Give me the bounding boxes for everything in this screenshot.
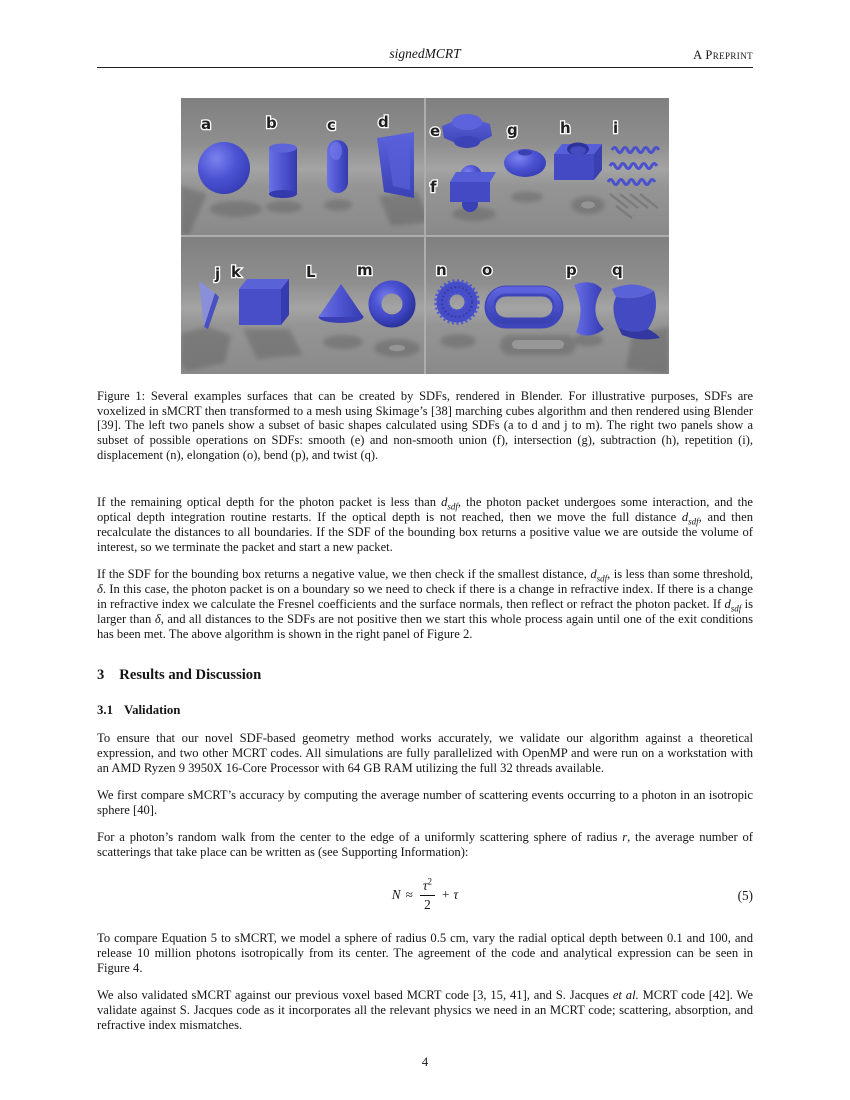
equation-number: (5) [737, 887, 753, 903]
math-sub: sdf [447, 501, 458, 512]
math-var: δ [154, 611, 161, 626]
math-sub: sdf [730, 603, 742, 614]
label-e: e [430, 122, 441, 140]
fraction-denominator: 2 [424, 897, 431, 913]
plus-symbol: + [442, 887, 450, 903]
label-i: i [613, 119, 619, 137]
label-f: f [430, 178, 437, 196]
cylinder-shape [269, 144, 297, 199]
label-q: q [612, 261, 623, 279]
text-run: , is less than some threshold, [607, 566, 754, 581]
math-var: r [622, 829, 628, 844]
paper-title: signedMCRT [389, 46, 461, 61]
math-var: d [724, 596, 731, 611]
sphere-shape [198, 142, 250, 194]
label-j: j [215, 265, 221, 283]
math-var: τ [453, 887, 459, 903]
paragraph-also-validated [97, 988, 753, 1033]
math-sup: 2 [427, 876, 433, 887]
text-run: We first compare sMCRT’s accuracy by computing the average number of scattering events occurring to a photon in an isotropic sphere [40]. [97, 787, 753, 817]
text-run: If the SDF for the bounding box returns a negative value, we then check if the smallest distance, [97, 566, 591, 581]
text-run: . In this case, the photon packet is on a boundary so we need to check if there is a change in refractive index. If there is a change in refractive index we calculate the Fresnel coefficients and the surface normals, then reflect or refract the photon packet. If [97, 581, 753, 611]
label-m: m [357, 261, 373, 279]
text-run: is larger than [97, 596, 753, 626]
math-var: d [441, 494, 448, 509]
running-head [97, 0, 753, 62]
label-h: h [560, 119, 571, 137]
label-l: L [306, 263, 316, 281]
section-number: 3 [97, 666, 105, 683]
section-heading-results [97, 667, 753, 684]
label-b: b [266, 114, 277, 132]
fraction-numerator [420, 878, 435, 896]
paragraph-validation-intro [97, 731, 753, 776]
text-run: MCRT code [42]. We validate against S. Jacques code as it incorporates all the relevant physics we need in an MCRT code; scattering, absorption, and refractive index mismatches. [97, 987, 753, 1032]
equation-body [392, 878, 458, 913]
label-n: n [436, 261, 447, 279]
subsection-title: Validation [124, 702, 181, 717]
text-run: , the average number of scatterings that take place can be written as (see Supporting Information): [97, 829, 753, 859]
paragraph-compare-eq5 [97, 931, 753, 976]
section-title: Results and Discussion [119, 666, 262, 683]
panel-operations-1 [426, 98, 669, 235]
approx-symbol: ≈ [405, 887, 413, 903]
preprint-tag: A Preprint [693, 48, 753, 62]
panel-operations-2 [426, 237, 669, 374]
page-number: 4 [421, 1054, 429, 1069]
intersection-shape [504, 149, 546, 177]
text-run: If the remaining optical depth for the photon packet is less than [97, 494, 442, 509]
figure-panels [181, 98, 669, 374]
text-run: , the photon packet undergoes some interaction, and the optical depth integration routine restarts. If the optical depth is not reached, then we move the full distance [97, 494, 753, 524]
math-sub: sdf [688, 516, 699, 527]
header-rule [97, 67, 753, 68]
label-k: k [231, 263, 241, 281]
label-c: c [327, 116, 336, 134]
subsection-heading-validation [97, 703, 753, 718]
italic-et-al: et al. [612, 987, 639, 1002]
label-p: p [566, 261, 577, 279]
text-run: To compare Equation 5 to sMCRT, we model a sphere of radius 0.5 cm, vary the radial optical depth between 0.1 and 100, and release 10 million photons isotropically from its center. The agreement of the code and analytical expression can be seen in Figure 4. [97, 930, 753, 975]
paragraph-bounding-box [97, 567, 753, 642]
panel-basic-shapes-1 [181, 98, 424, 235]
page-footer [97, 1055, 753, 1070]
label-o: o [482, 261, 493, 279]
label-g: g [507, 121, 518, 139]
panel-basic-shapes-2 [181, 237, 424, 374]
label-a: a [201, 115, 212, 133]
math-var: N [391, 887, 401, 903]
math-var: δ [97, 581, 103, 596]
capsule-shape [327, 140, 348, 193]
math-var: d [681, 509, 689, 524]
math-var: τ [422, 878, 428, 894]
math-sub: sdf [596, 573, 608, 584]
cube-shape [239, 279, 289, 325]
text-run: We also validated sMCRT against our previous voxel based MCRT code [3, 15, 41], and S. Jacques [97, 987, 613, 1002]
text-run: , and then recalculate the distances to all boundaries. If the SDF of the bounding box returns a positive value we are outside the volume of interest, so we terminate the packet and start a new packet. [97, 509, 753, 554]
math-var: d [590, 566, 597, 581]
text-run: To ensure that our novel SDF-based geometry method works accurately, we validate our algorithm against a theoretical expression, and two other MCRT codes. All simulations are fully parallelized with OpenMP and were run on a workstation with an AMD Ryzen 9 3950X 16-Core Processor with 64 GB RAM utilizing the full 32 threads available. [97, 730, 753, 775]
equation-5 [97, 876, 753, 916]
figure-1 [181, 98, 669, 374]
fraction [420, 878, 435, 913]
text-run: , and all distances to the SDFs are not positive then we start this whole process again until one of the exit conditions has been met. The above algorithm is shown in the right panel of Figure 2. [97, 611, 753, 641]
paragraph-first-compare [97, 788, 753, 818]
text-run: For a photon’s random walk from the center to the edge of a uniformly scattering sphere of radius [97, 829, 623, 844]
paragraph-random-walk [97, 830, 753, 860]
paragraph-optical-depth [97, 495, 753, 555]
label-d: d [378, 113, 389, 131]
figure-caption: Figure 1: Several examples surfaces that can be created by SDFs, rendered in Blender. For illustrative purposes, SDFs are voxelized in sMCRT then transformed to a mesh using Skimage’s [38] marching cubes algorithm and then rendered using Blender [39]. The left two panels show a subset of basic shapes calculated using SDFs (a to d and j to m). The right two panels show a subset of possible operations on SDFs: smooth (e) and non-smooth union (f), intersection (g), subtraction (h), repetition (i), displacement (n), elongation (o), bend (p), and twist (q). [97, 389, 753, 462]
subsection-number: 3.1 [97, 702, 113, 717]
subtraction-shape [554, 143, 602, 181]
